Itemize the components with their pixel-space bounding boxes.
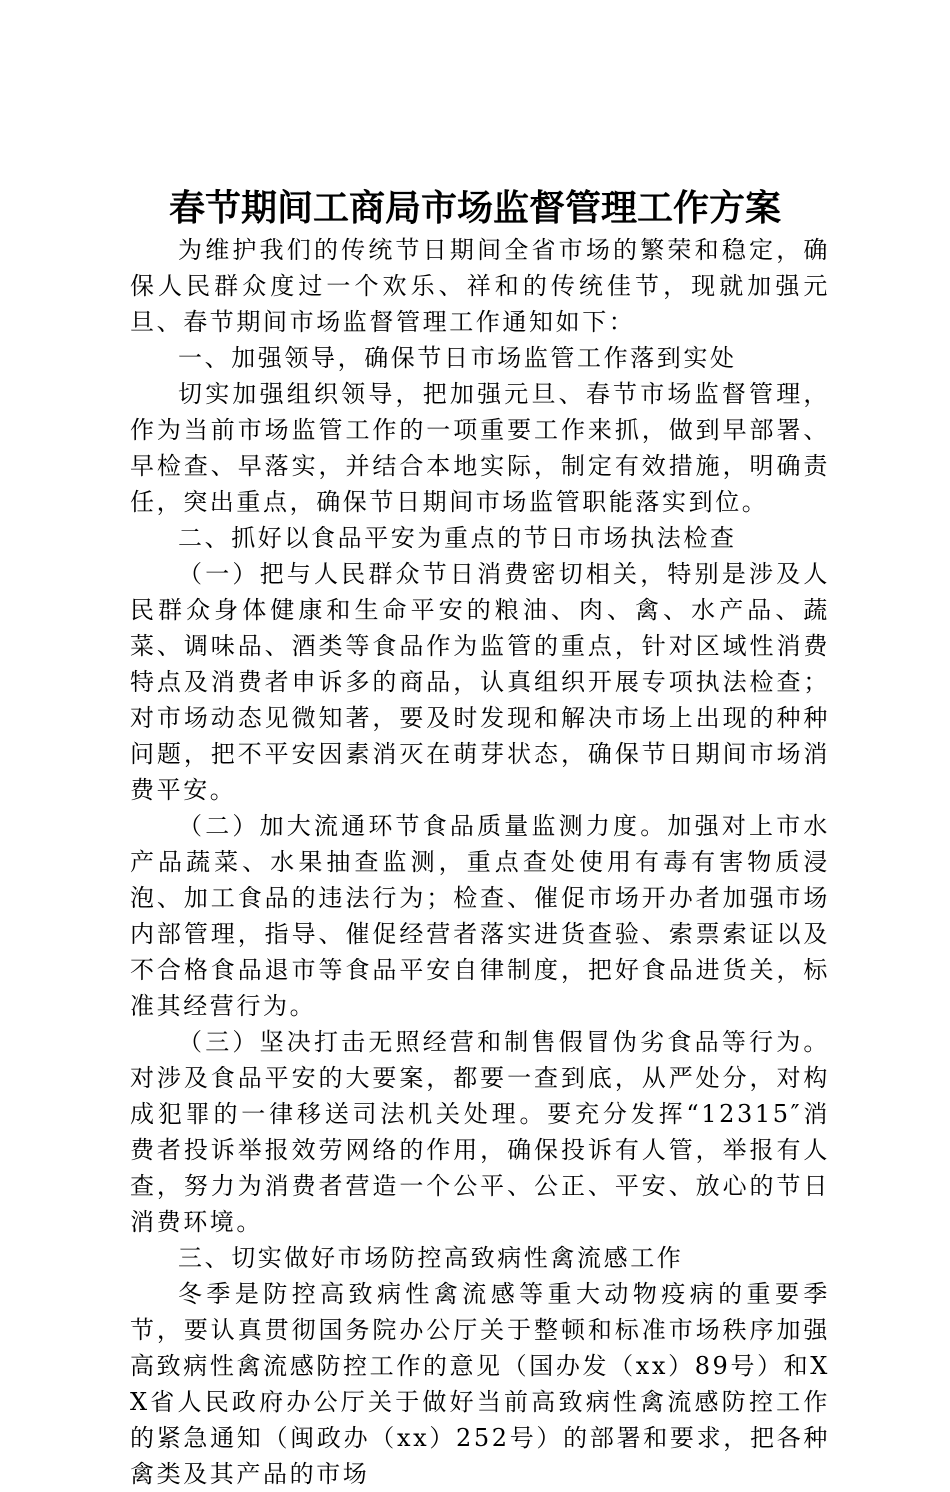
section-2-item-3: （三）坚决打击无照经营和制售假冒伪劣食品等行为。对涉及食品平安的大要案，都要一查到底，从严处分，对构成犯罪的一律移送司法机关处理。要充分发挥“12315″消费者投诉举报效劳网络的作用，确保投诉有人管，举报有人查，努力为消费者营造一个公平、公正、平安、放心的节日消费环境。 — [130, 1028, 830, 1236]
section-1-paragraph: 切实加强组织领导，把加强元旦、春节市场监督管理，作为当前市场监管工作的一项重要工作来抓，做到早部署、早检查、早落实，并结合本地实际，制定有效措施，明确责任，突出重点，确保节日期间市场监管职能落实到位。 — [130, 380, 830, 516]
section-heading-2: 二、抓好以食品平安为重点的节日市场执法检查 — [178, 524, 737, 552]
section-heading-1: 一、加强领导，确保节日市场监管工作落到实处 — [178, 344, 737, 372]
section-2-item-2: （二）加大流通环节食品质量监测力度。加强对上市水产品蔬菜、水果抽查监测，重点查处使用有毒有害物质浸泡、加工食品的违法行为；检查、催促市场开办者加强市场内部管理，指导、催促经营者落实进货查验、索票索证以及不合格食品退市等食品平安自律制度，把好食品进货关，标准其经营行为。 — [130, 812, 830, 1020]
document-title: 春节期间工商局市场监督管理工作方案 — [168, 187, 781, 229]
section-3-paragraph: 冬季是防控高致病性禽流感等重大动物疫病的重要季节，要认真贯彻国务院办公厅关于整顿和标准市场秩序加强高致病性禽流感防控工作的意见（国办发（xx）89号）和XX省人民政府办公厅关于做好当前高致病性禽流感防控工作的紧急通知（闽政办（xx）252号）的部署和要求，把各种禽类及其产品的市场 — [130, 1280, 830, 1488]
document-body — [130, 232, 830, 1492]
intro-paragraph: 为维护我们的传统节日期间全省市场的繁荣和稳定，确保人民群众度过一个欢乐、祥和的传统佳节，现就加强元旦、春节期间市场监督管理工作通知如下： — [130, 236, 830, 336]
section-heading-3: 三、切实做好市场防控高致病性禽流感工作 — [178, 1244, 684, 1272]
section-2-item-1: （一）把与人民群众节日消费密切相关，特别是涉及人民群众身体健康和生命平安的粮油、肉、禽、水产品、蔬菜、调味品、酒类等食品作为监管的重点，针对区域性消费特点及消费者申诉多的商品，认真组织开展专项执法检查；对市场动态见微知著，要及时发现和解决市场上出现的种种问题，把不平安因素消灭在萌芽状态，确保节日期间市场消费平安。 — [130, 560, 830, 804]
